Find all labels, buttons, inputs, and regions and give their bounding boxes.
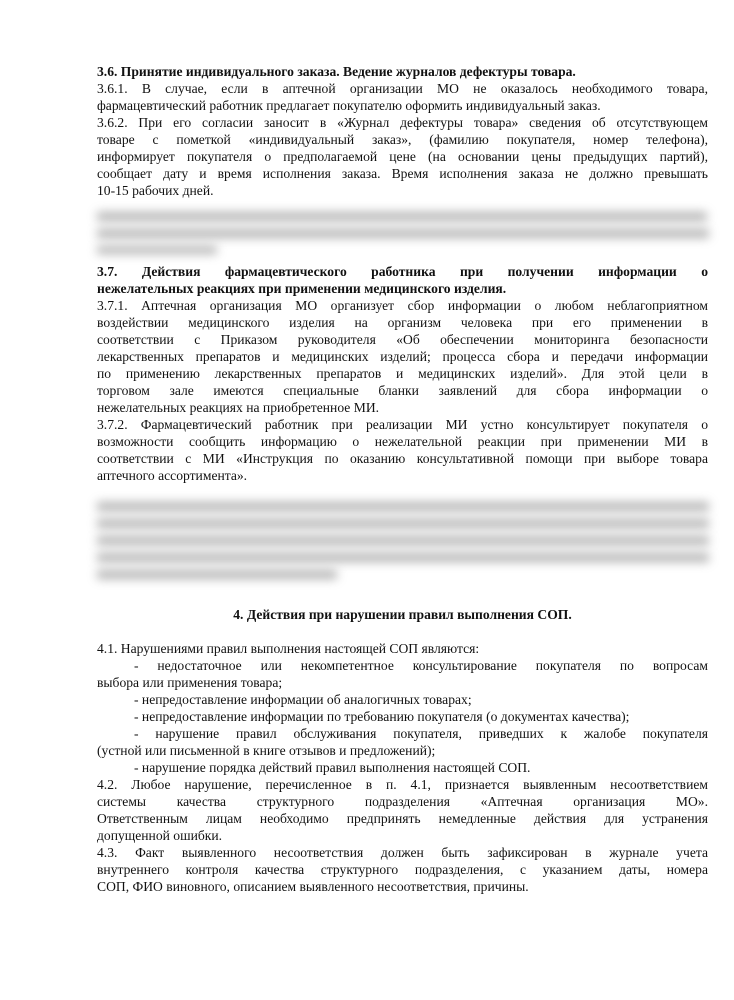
para-4-2-line: Ответственным лицам необходимо предпринять немедленные действия для устранения bbox=[97, 811, 708, 826]
bullet-item-line: - непредоставление информации по требованию покупателя (о документах качества); bbox=[134, 709, 630, 724]
para-3-7-1-line: воздействии медицинского изделия на организм человека при его применении в bbox=[97, 315, 708, 330]
para-3-6-1-line: фармацевтический работник предлагает покупателю оформить индивидуальный заказ. bbox=[97, 98, 601, 113]
para-3-7-1-line: соответствии с Приказом руководителя «Об обеспечении мониторинга безопасности bbox=[97, 332, 708, 347]
para-4-3-line: СОП, ФИО виновного, описанием выявленного несоответствия, причины. bbox=[97, 879, 529, 894]
bullet-item-line: - нарушение правил обслуживания покупателя, приведших к жалобе покупателя bbox=[134, 726, 708, 741]
section-4 bbox=[97, 640, 708, 895]
blurred-redacted-block bbox=[97, 229, 709, 238]
para-3-6-1-line: 3.6.1. В случае, если в аптечной организации МО не оказалось необходимого товара, bbox=[97, 81, 708, 96]
blurred-redacted-block bbox=[97, 536, 709, 545]
para-4-1-line: 4.1. Нарушениями правил выполнения настоящей СОП являются: bbox=[97, 641, 480, 656]
bullet-item-line: выбора или применения товара; bbox=[97, 675, 283, 690]
para-3-7-2-line: аптечного ассортимента». bbox=[97, 468, 248, 483]
section-3-7-heading-line: нежелательных реакциях при применении медицинского изделия. bbox=[97, 281, 507, 296]
para-3-7-1-line: по применению лекарственных препаратов и медицинских изделий». Для этой цели в bbox=[97, 366, 708, 381]
section-3-7-heading-line: 3.7. Действия фармацевтического работника при получении информации о bbox=[97, 264, 708, 279]
para-3-6-2-line: 10-15 рабочих дней. bbox=[97, 183, 214, 198]
bullet-item-line: (устной или письменной в книге отзывов и предложений); bbox=[97, 743, 436, 758]
para-4-2-line: системы качества структурного подразделения «Аптечная организация МО». bbox=[97, 794, 708, 809]
section-4-title: 4. Действия при нарушении правил выполнения СОП. bbox=[233, 607, 572, 622]
section-3-6 bbox=[97, 63, 708, 199]
para-3-7-1-line: 3.7.1. Аптечная организация МО организует сбор информации о любом неблагоприятном bbox=[97, 298, 708, 313]
para-3-7-2-line: соответствии с МИ «Инструкция по оказанию консультативной помощи при выборе товара bbox=[97, 451, 708, 466]
blurred-redacted-block bbox=[97, 553, 709, 562]
para-3-6-2-line: товаре с пометкой «индивидуальный заказ», (фамилию покупателя, номер телефона), bbox=[97, 132, 708, 147]
section-3-6-heading: 3.6. Принятие индивидуального заказа. Ведение журналов дефектуры товара. bbox=[97, 64, 576, 79]
bullet-item-line: - недостаточное или некомпетентное консультирование покупателя по вопросам bbox=[134, 658, 708, 673]
bullet-item-line: - непредоставление информации об аналогичных товарах; bbox=[134, 692, 472, 707]
para-4-3-line: внутреннего контроля качества структурного подразделения, с указанием даты, номера bbox=[97, 862, 708, 877]
blurred-redacted-block bbox=[97, 246, 217, 254]
para-4-2-line: 4.2. Любое нарушение, перечисленное в п. 4.1, признается выявленным несоответствием bbox=[97, 777, 708, 792]
blurred-redacted-block bbox=[97, 570, 337, 579]
blurred-redacted-block bbox=[97, 502, 709, 511]
para-4-2-line: допущенной ошибки. bbox=[97, 828, 223, 843]
blurred-redacted-block bbox=[97, 212, 707, 221]
para-3-7-2-line: 3.7.2. Фармацевтический работник при реализации МИ устно консультирует покупателя о bbox=[97, 417, 708, 432]
para-3-7-1-line: лекарственных препаратов и медицинских изделий; процесса сбора и передачи информации bbox=[97, 349, 708, 364]
section-3-7 bbox=[97, 263, 708, 484]
bullet-item-line: - нарушение порядка действий правил выполнения настоящей СОП. bbox=[134, 760, 531, 775]
para-3-7-1-line: нежелательных реакциях на приобретенное МИ. bbox=[97, 400, 380, 415]
para-3-6-2-line: сообщает дату и время исполнения заказа. Время исполнения заказа не должно превышать bbox=[97, 166, 708, 181]
para-4-3-line: 4.3. Факт выявленного несоответствия должен быть зафиксирован в журнале учета bbox=[97, 845, 708, 860]
para-3-6-2-line: 3.6.2. При его согласии заносит в «Журнал дефектуры товара» сведения об отсутствующем bbox=[97, 115, 708, 130]
para-3-7-2-line: возможности сообщить информацию о нежелательной реакции при применении МИ в bbox=[97, 434, 708, 449]
blurred-redacted-block bbox=[97, 519, 709, 528]
para-3-7-1-line: торговом зале имеются специальные бланки заявлений для сбора информации о bbox=[97, 383, 708, 398]
para-3-6-2-line: информирует покупателя о предполагаемой цене (на основании цены предыдущих партий), bbox=[97, 149, 708, 164]
